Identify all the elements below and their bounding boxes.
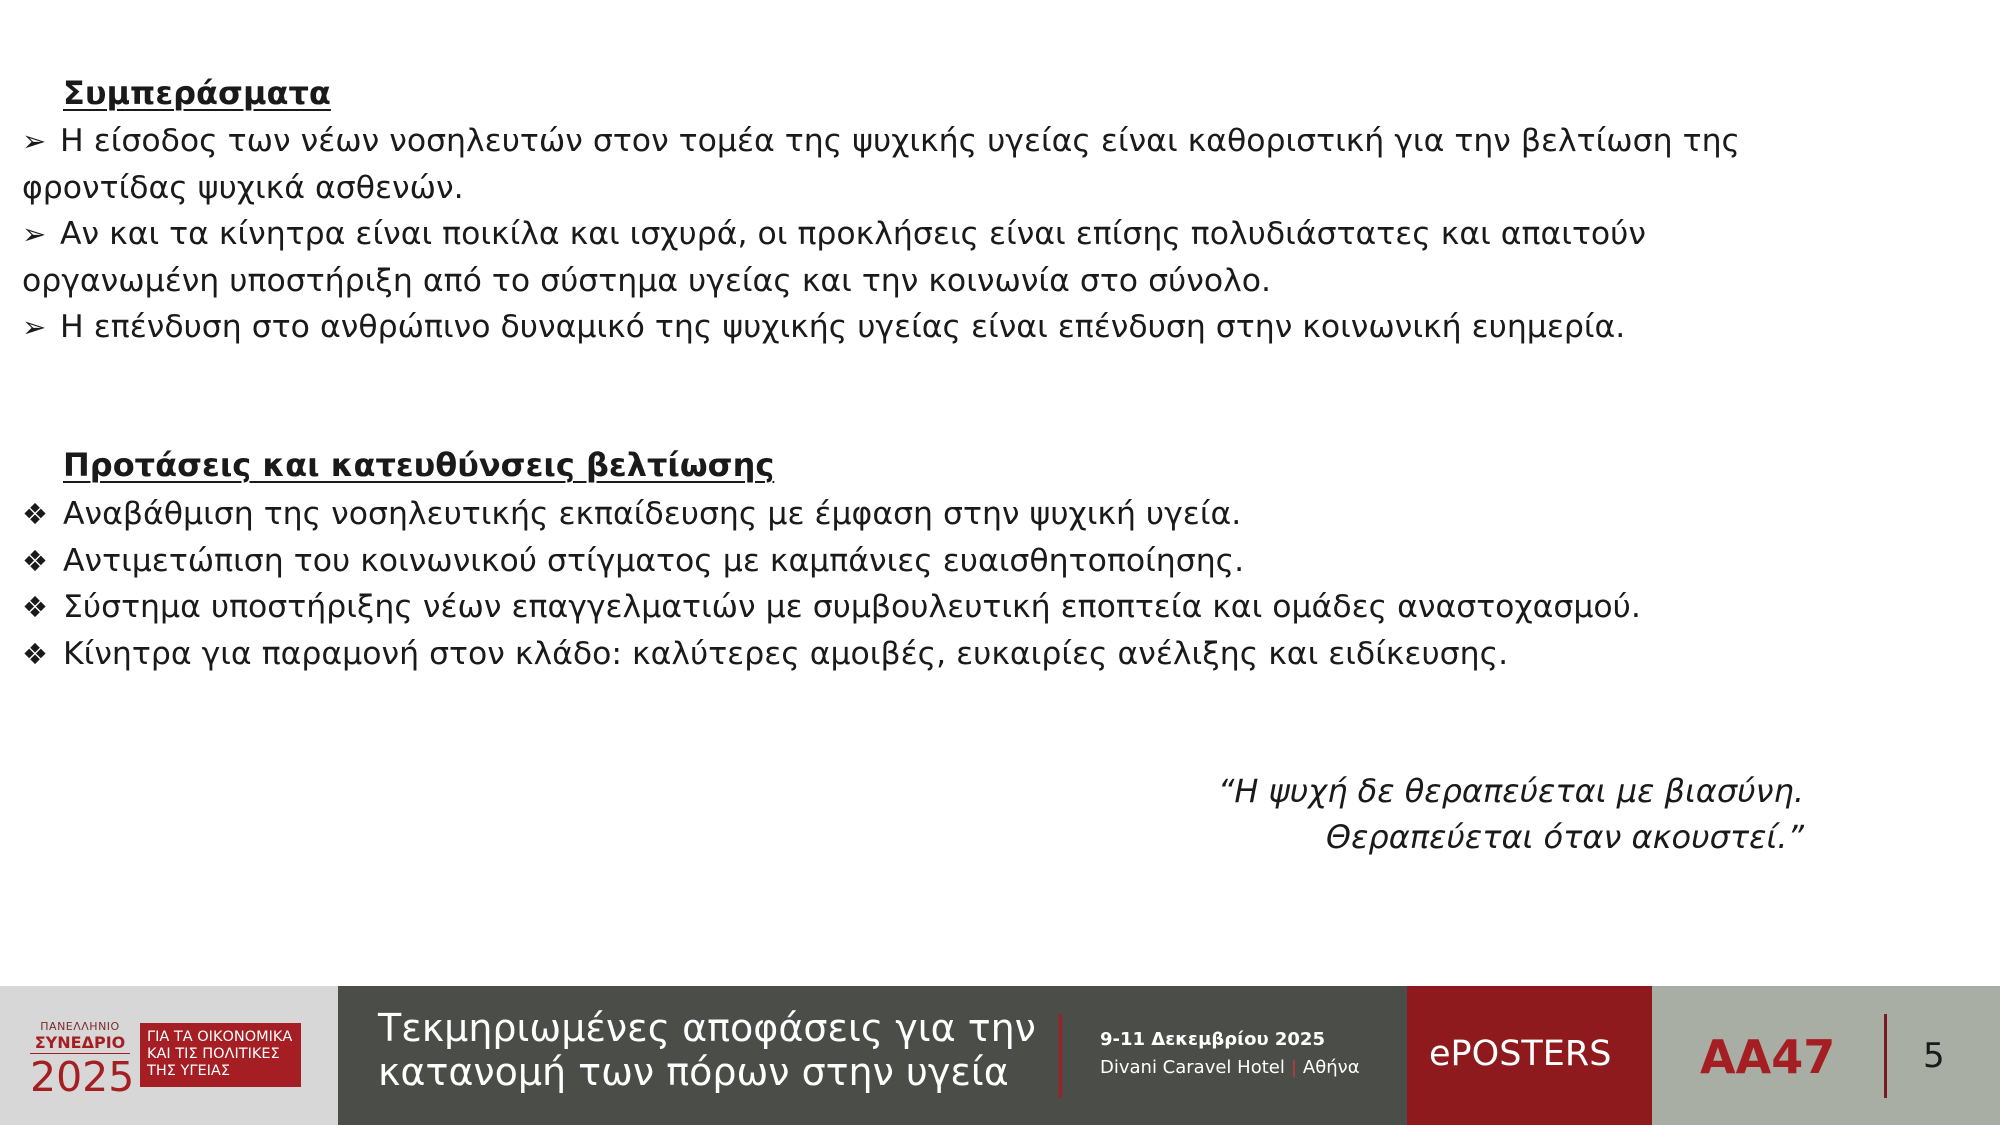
- logo-line-1: ΠΑΝΕΛΛΗΝΙΟ: [40, 1020, 120, 1033]
- conclusion-text-3: Η επένδυση στο ανθρώπινο δυναμικό της ψυχικής υγείας είναι επένδυση στην κοινωνική ευημερία.: [60, 309, 1626, 345]
- proposal-bullet-4: [22, 631, 1508, 678]
- poster-code-panel: [1652, 986, 2000, 1125]
- divider: [1059, 1014, 1062, 1098]
- logo-box-line-3: ΤΗΣ ΥΓΕΙΑΣ: [147, 1063, 230, 1079]
- arrow-bullet-icon: ➢: [22, 217, 47, 251]
- logo-line-2: ΣΥΝΕΔΡΙΟ: [30, 1033, 130, 1054]
- proposals-heading: Προτάσεις και κατευθύνσεις βελτίωσης: [63, 446, 775, 484]
- venue-city: Αθήνα: [1302, 1057, 1360, 1078]
- conclusions-heading: Συμπεράσματα: [63, 74, 331, 112]
- conclusion-bullet-1: [22, 118, 1782, 211]
- proposal-text-4: Κίνητρα για παραμονή στον κλάδο: καλύτερες αμοιβές, ευκαιρίες ανέλιξης και ειδίκευσης.: [63, 636, 1509, 672]
- logo-wordmark: [30, 1020, 135, 1101]
- conclusion-text-1: Η είσοδος των νέων νοσηλευτών στον τομέα της ψυχικής υγείας είναι καθοριστική για την βελτίωση της φροντίδας ψυχικά ασθενών.: [22, 123, 1741, 206]
- eposters-label: ePOSTERS: [1429, 1034, 1612, 1074]
- proposal-text-1: Αναβάθμιση της νοσηλευτικής εκπαίδευσης με έμφαση στην ψυχική υγεία.: [63, 496, 1242, 532]
- divider: [1884, 1014, 1887, 1098]
- diamond-bullet-icon: ❖: [22, 544, 48, 578]
- conference-title-line-2: κατανομή των πόρων στην υγεία: [378, 1050, 1009, 1094]
- logo-box-line-2: ΚΑΙ ΤΙΣ ΠΟΛΙΤΙΚΕΣ: [147, 1046, 280, 1062]
- diamond-bullet-icon: ❖: [22, 637, 48, 671]
- logo-year: 2025: [30, 1053, 135, 1101]
- quote-line-2: Θεραπεύεται όταν ακουστεί.”: [1325, 818, 1804, 856]
- proposal-text-3: Σύστημα υποστήριξης νέων επαγγελματιών με συμβουλευτική εποπτεία και ομάδες αναστοχασμού.: [63, 589, 1641, 625]
- proposal-bullet-2: [22, 538, 1244, 585]
- proposal-bullet-3: [22, 584, 1641, 631]
- quote-line-1: “Η ψυχή δε θεραπεύεται με βιασύνη.: [1217, 772, 1804, 810]
- proposal-bullet-1: [22, 491, 1241, 538]
- logo-subtitle-box: [140, 1023, 301, 1087]
- conference-venue: [1100, 1057, 1360, 1078]
- diamond-bullet-icon: ❖: [22, 497, 48, 531]
- arrow-bullet-icon: ➢: [22, 310, 47, 344]
- footer-banner: [0, 986, 2000, 1125]
- page-number: 5: [1923, 1036, 1945, 1076]
- conference-title: [378, 1006, 1036, 1094]
- eposters-panel: [1407, 986, 1652, 1125]
- logo-box-line-1: ΓΙΑ ΤΑ ΟΙΚΟΝΟΜΙΚΑ: [147, 1029, 293, 1045]
- conference-logo: [0, 986, 338, 1125]
- venue-name: Divani Caravel Hotel: [1100, 1057, 1285, 1078]
- poster-code: AA47: [1700, 1030, 1836, 1084]
- arrow-bullet-icon: ➢: [22, 124, 47, 158]
- conclusion-bullet-2: [22, 211, 1782, 304]
- venue-separator: |: [1290, 1057, 1297, 1078]
- conclusion-text-2: Αν και τα κίνητρα είναι ποικίλα και ισχυρά, οι προκλήσεις είναι επίσης πολυδιάστατες και απαιτούν οργανωμένη υποστήριξη από το σύστημα υγείας και την κοινωνία στο σύνολο.: [22, 216, 1646, 299]
- conference-title-line-1: Τεκμηριωμένες αποφάσεις για την: [378, 1006, 1036, 1050]
- proposal-text-2: Αντιμετώπιση του κοινωνικού στίγματος με καμπάνιες ευαισθητοποίησης.: [63, 543, 1245, 579]
- conference-dates: 9-11 Δεκεμβρίου 2025: [1100, 1029, 1325, 1050]
- conference-title-panel: [338, 986, 1407, 1125]
- diamond-bullet-icon: ❖: [22, 590, 48, 624]
- conclusion-bullet-3: [22, 304, 1782, 351]
